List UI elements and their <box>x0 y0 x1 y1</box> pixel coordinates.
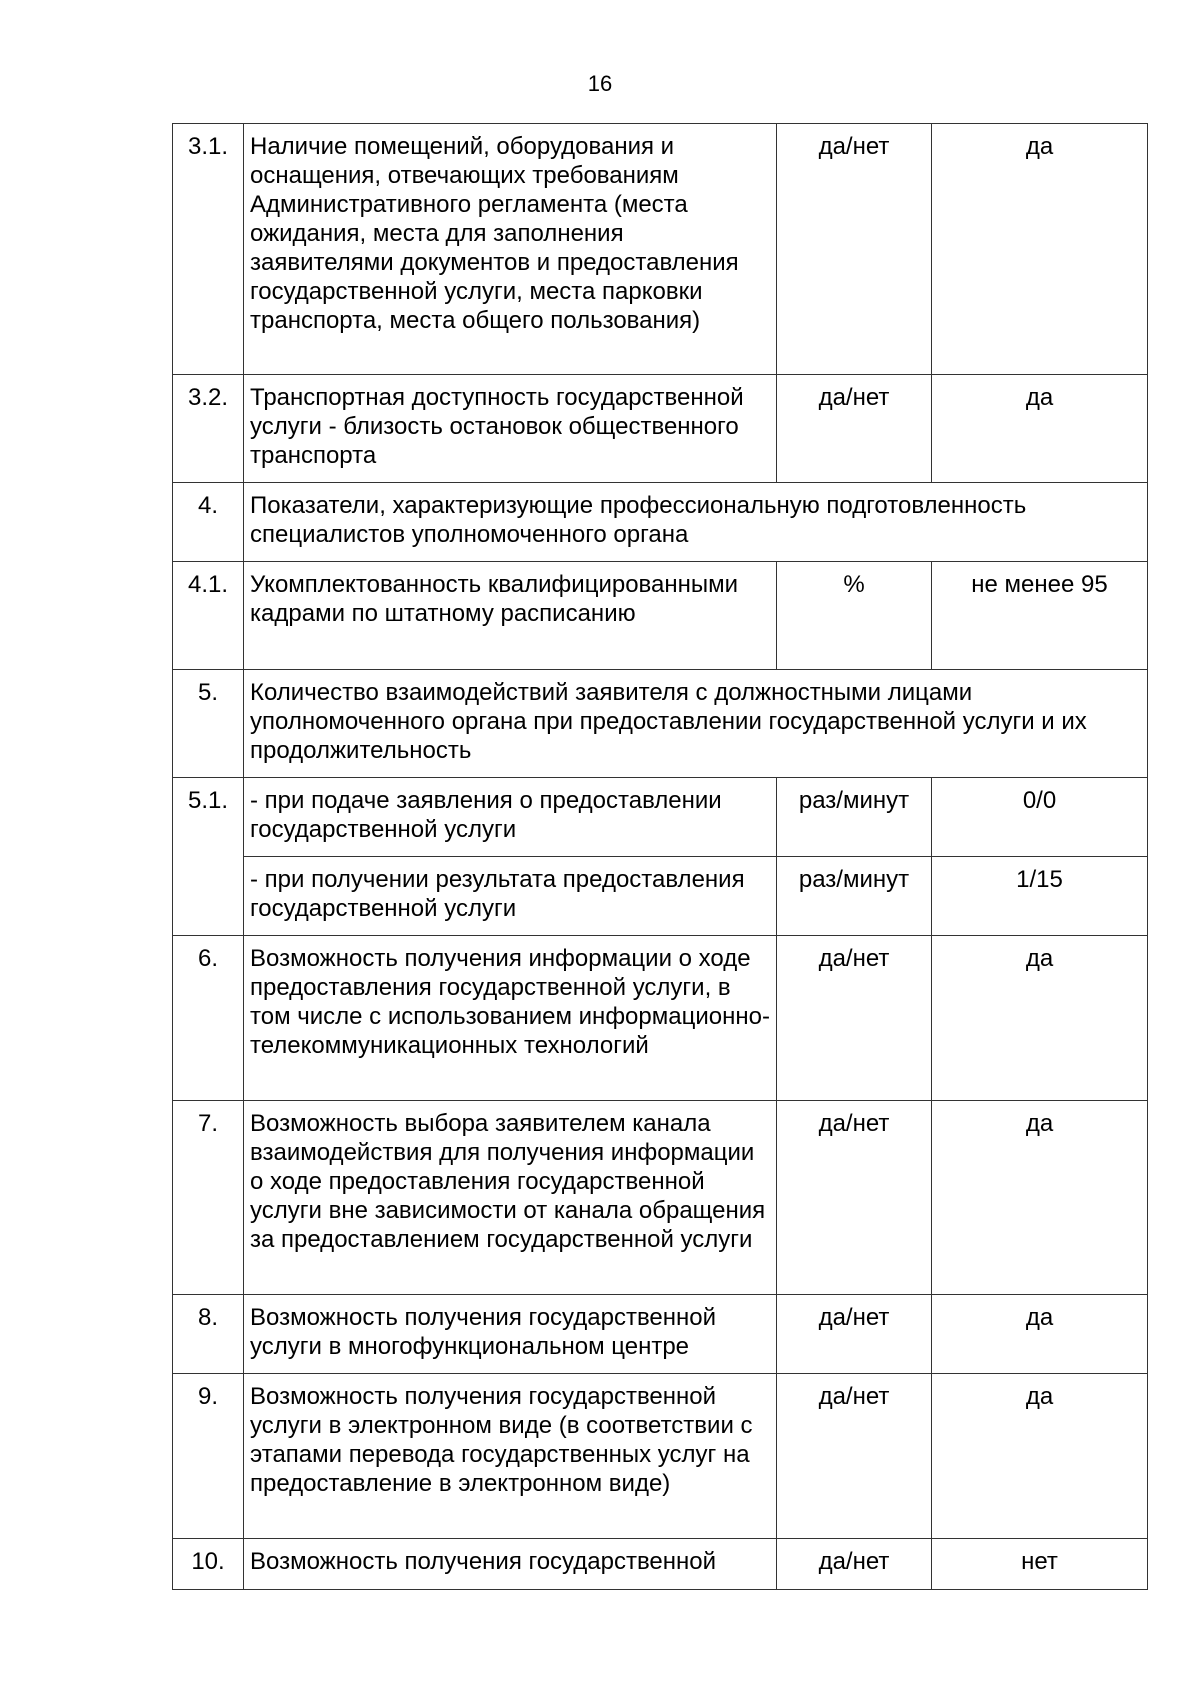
norm-value-cell: да <box>932 1374 1148 1539</box>
row-number: 7. <box>173 1101 244 1295</box>
indicator-description: Возможность получения информации о ходе предоставления государственной услуги, в том числе с использованием информационно-телекоммуникационных технологий <box>244 936 777 1101</box>
section-heading: Количество взаимодействий заявителя с должностными лицами уполномоченного органа при предоставлении государственной услуги и их продолжительность <box>244 670 1148 778</box>
section-row <box>173 483 1148 562</box>
row-number: 6. <box>173 936 244 1101</box>
table-row <box>173 562 1148 670</box>
indicator-description: Возможность выбора заявителем канала взаимодействия для получения информации о ходе предоставления государственной услуги вне зависимости от канала обращения за предоставлением государственной услуги <box>244 1101 777 1295</box>
indicator-description: - при подаче заявления о предоставлении государственной услуги <box>244 778 777 857</box>
indicator-description: Возможность получения государственной <box>244 1539 777 1590</box>
row-number: 8. <box>173 1295 244 1374</box>
norm-value-cell: нет <box>932 1539 1148 1590</box>
row-number: 9. <box>173 1374 244 1539</box>
table-row <box>173 857 1148 936</box>
norm-value-cell: не менее 95 <box>932 562 1148 670</box>
norm-value-cell: 0/0 <box>932 778 1148 857</box>
unit-cell: да/нет <box>777 1374 932 1539</box>
norm-value-cell: да <box>932 124 1148 375</box>
section-row <box>173 670 1148 778</box>
table-row <box>173 375 1148 483</box>
row-number: 10. <box>173 1539 244 1590</box>
table-row <box>173 1539 1148 1590</box>
row-number: 5.1. <box>173 778 244 936</box>
unit-cell: да/нет <box>777 1539 932 1590</box>
row-number: 5. <box>173 670 244 778</box>
row-number: 4.1. <box>173 562 244 670</box>
section-heading: Показатели, характеризующие профессиональную подготовленность специалистов уполномоченного органа <box>244 483 1148 562</box>
indicators-table <box>172 123 1148 1590</box>
indicator-description: Возможность получения государственной услуги в электронном виде (в соответствии с этапами перевода государственных услуг на предоставление в электронном виде) <box>244 1374 777 1539</box>
norm-value-cell: 1/15 <box>932 857 1148 936</box>
page-number: 16 <box>587 71 613 96</box>
norm-value-cell: да <box>932 936 1148 1101</box>
indicator-description: - при получении результата предоставления государственной услуги <box>244 857 777 936</box>
unit-cell: да/нет <box>777 124 932 375</box>
indicator-description: Возможность получения государственной услуги в многофункциональном центре <box>244 1295 777 1374</box>
row-number: 4. <box>173 483 244 562</box>
table-row <box>173 936 1148 1101</box>
norm-value-cell: да <box>932 1101 1148 1295</box>
unit-cell: раз/минут <box>777 857 932 936</box>
unit-cell: да/нет <box>777 1101 932 1295</box>
row-number: 3.1. <box>173 124 244 375</box>
unit-cell: да/нет <box>777 375 932 483</box>
table-row <box>173 1374 1148 1539</box>
indicator-description: Наличие помещений, оборудования и оснащения, отвечающих требованиям Административного регламента (места ожидания, места для заполнения заявителями документов и предоставления государственной услуги, места парковки транспорта, места общего пользования) <box>244 124 777 375</box>
norm-value-cell: да <box>932 375 1148 483</box>
unit-cell: раз/минут <box>777 778 932 857</box>
unit-cell: да/нет <box>777 936 932 1101</box>
table-row <box>173 124 1148 375</box>
indicator-description: Транспортная доступность государственной услуги - близость остановок общественного транспорта <box>244 375 777 483</box>
table-row <box>173 1295 1148 1374</box>
table-row <box>173 778 1148 857</box>
unit-cell: % <box>777 562 932 670</box>
indicator-description: Укомплектованность квалифицированными кадрами по штатному расписанию <box>244 562 777 670</box>
norm-value-cell: да <box>932 1295 1148 1374</box>
row-number: 3.2. <box>173 375 244 483</box>
table-row <box>173 1101 1148 1295</box>
unit-cell: да/нет <box>777 1295 932 1374</box>
